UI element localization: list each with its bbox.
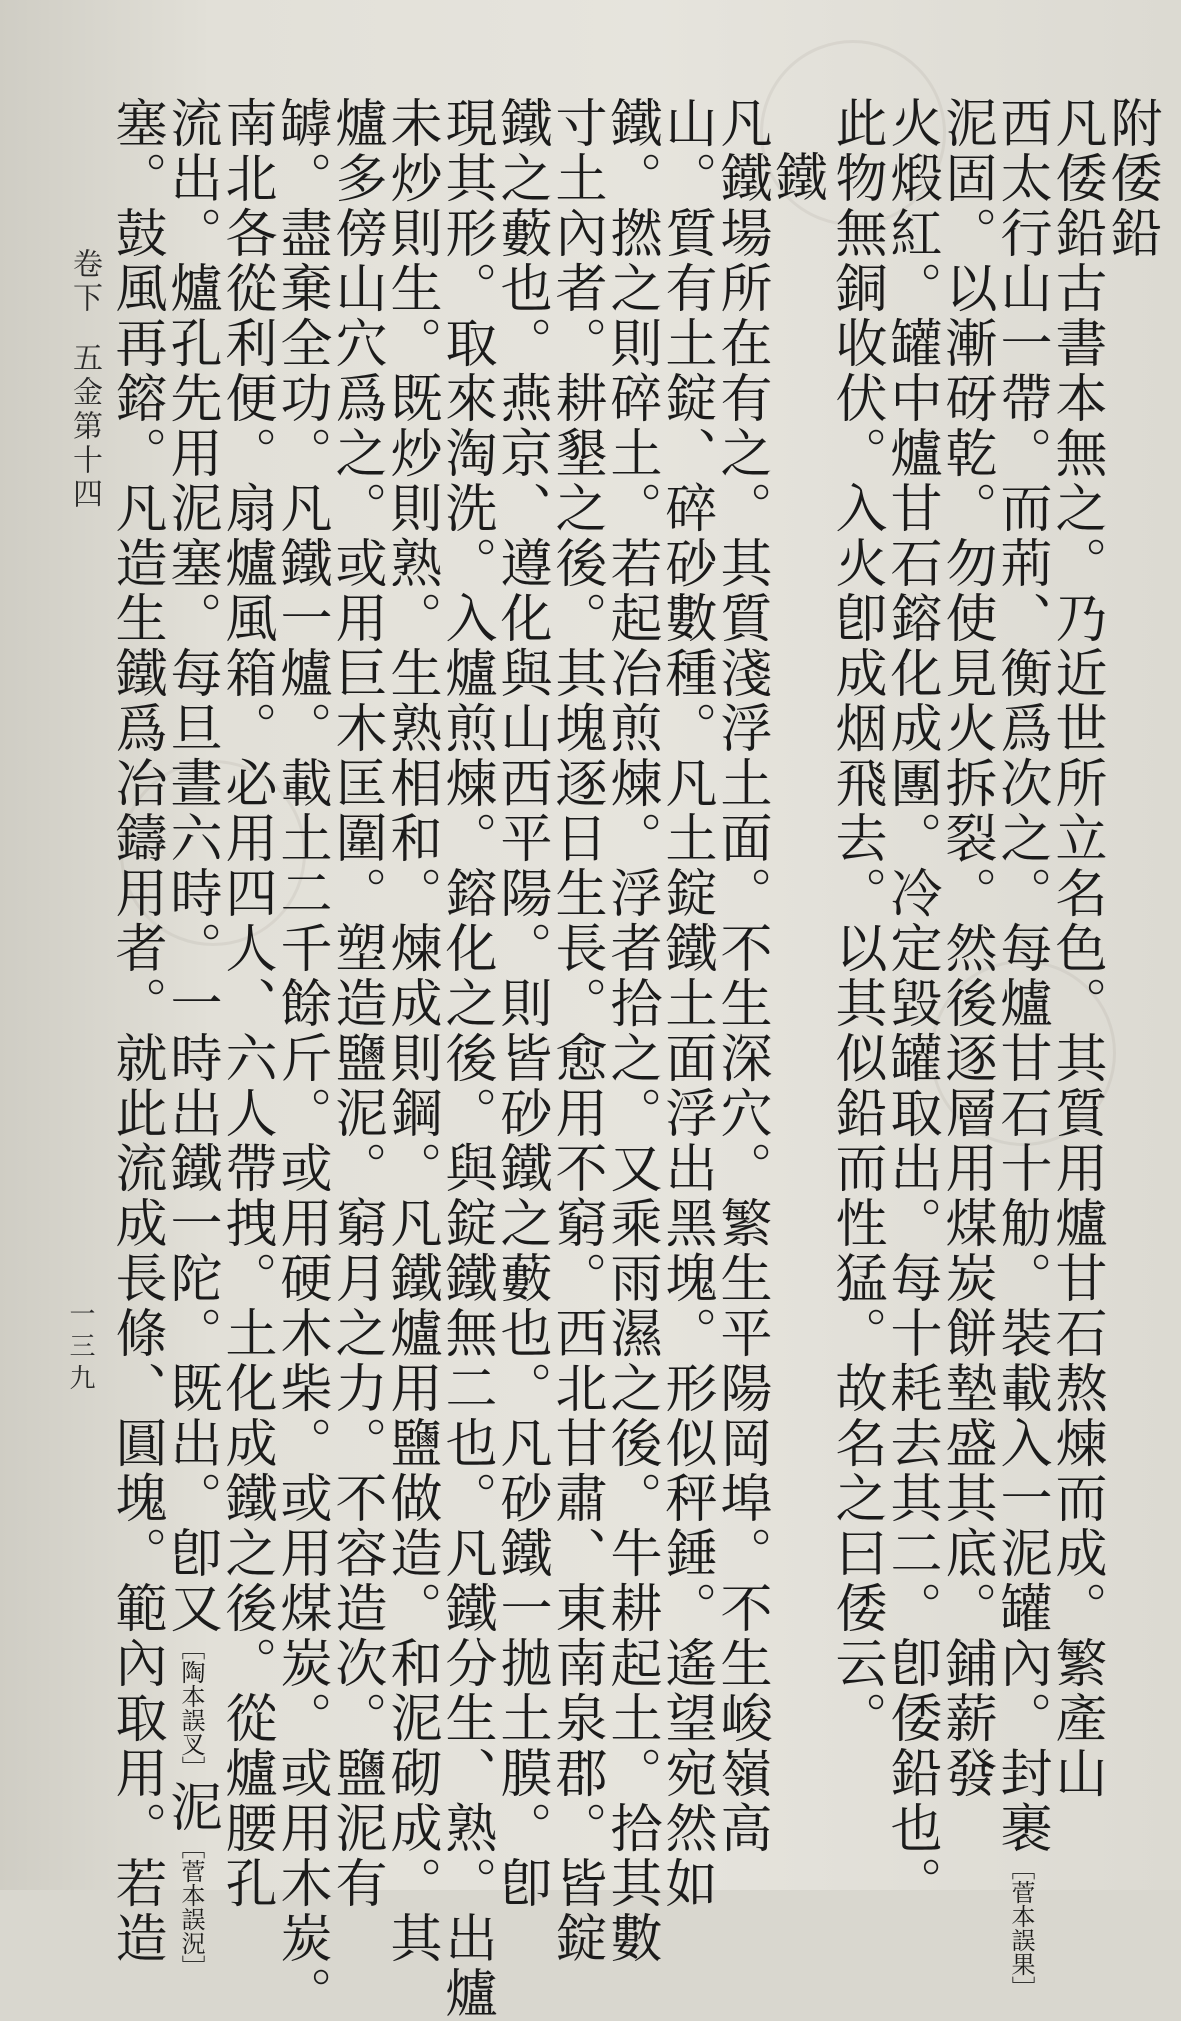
- text-column: 爐多傍山穴爲之。或用巨木匡圍。塑造鹽泥。窮月之力。不容造次。鹽泥有: [326, 96, 386, 1911]
- text-column: 寸土內者。耕墾之後。其塊逐日生長。愈用不窮。西北甘肅、東南泉郡。皆錠: [546, 96, 606, 1966]
- text-column: 南北各從利便。扇爐風箱。必用四人、六人帶拽。土化成鐵之後。從爐腰孔: [216, 96, 276, 1911]
- section-heading-wuqian: 附倭鉛: [1101, 96, 1161, 261]
- section-heading-tie: 鐵: [766, 150, 826, 205]
- text-column: 此物無銅收伏。入火卽成烟飛去。以其似鉛而性猛。故名之曰倭云。: [826, 96, 886, 1746]
- text-run: 泥: [161, 1780, 221, 1835]
- text-run: 西太行山一帶。而荊、衡爲次之。每爐甘石十觔。裝載入一泥罐內。封裹: [991, 96, 1051, 1856]
- text-column: 泥固。以漸砑乾。勿使見火拆裂。然後逐層用煤炭餅墊盛其底。鋪薪發: [936, 96, 996, 1801]
- annotation-note: ［陶本誤叉］: [177, 1636, 205, 1780]
- text-column: 凡鐵場所在有之。其質淺浮土面。不生深穴。繁生平陽岡埠。不生峻嶺高: [711, 96, 771, 1856]
- text-column: [161, 96, 221, 1979]
- text-run: 流出。爐孔先用泥塞。每旦晝六時。一時出鐵一陀。既出。卽又: [161, 96, 221, 1636]
- text-column: 塞。鼓風再鎔。凡造生鐵爲冶鑄用者。就此流成長條、圓塊。範內取用。若造: [106, 96, 166, 1966]
- annotation-note: ［菅本誤果］: [1007, 1856, 1035, 2000]
- volume-label: 卷下: [67, 248, 102, 316]
- text-column: 火煅紅。罐中爐甘石鎔化成團。冷定毀罐取出。每十耗去其二。卽倭鉛也。: [881, 96, 941, 1911]
- text-column: 罅。盡棄全功。凡鐵一爐。載土二千餘斤。或用硬木柴。或用煤炭。或用木炭。: [271, 96, 331, 2021]
- text-column: 鐵。撚之則碎土。若起冶煎煉。浮者拾之。又乘雨濕之後。牛耕起土。拾其數: [601, 96, 661, 1966]
- page-number: 一三九: [65, 1300, 95, 1396]
- page-margin-label: [62, 248, 106, 512]
- text-column: [991, 96, 1051, 2000]
- annotation-note: ［菅本誤況］: [177, 1835, 205, 1979]
- text-column: 鐵之藪也。燕京、遵化與山西平陽。則皆砂鐵之藪也。凡砂鐵一拋土膜。卽: [491, 96, 551, 1911]
- text-column: 現其形。取來淘洗。入爐煎煉。鎔化之後。與錠鐵無二也。凡鐵分生、熟。出爐: [436, 96, 496, 2021]
- chapter-label: 五金第十四: [67, 342, 102, 512]
- text-column: 凡倭鉛古書本無之。乃近世所立名色。其質用爐甘石熬煉而成。繁產山: [1046, 96, 1106, 1801]
- text-column: 山。質有土錠、碎砂數種。凡土錠鐵土面浮出黑塊。形似秤錘。遙望宛然如: [656, 96, 716, 1911]
- text-column: 未炒則生。既炒則熟。生熟相和。煉成則鋼。凡鐵爐用鹽做造。和泥砌成。其: [381, 96, 441, 1966]
